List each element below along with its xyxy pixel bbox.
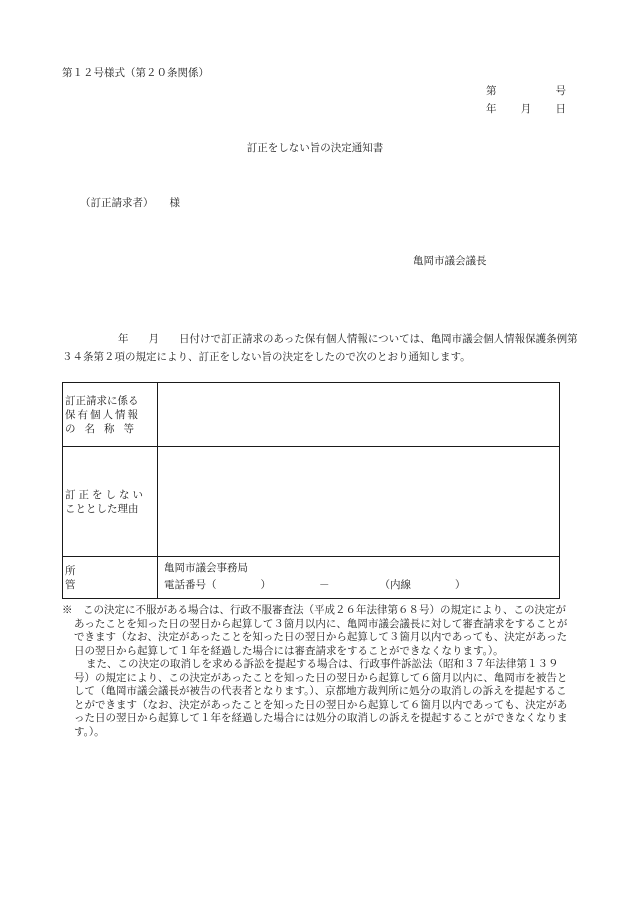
date-day: 日	[555, 103, 566, 115]
tel-dash: －	[319, 579, 330, 592]
table-row	[63, 383, 560, 447]
label-line: 所管	[65, 564, 130, 591]
reason-label	[63, 447, 158, 557]
extension-close: ）	[455, 579, 466, 592]
label-line: こととした理由	[65, 502, 139, 515]
date-month: 月	[520, 103, 532, 115]
note-paragraph-1	[62, 604, 572, 658]
reason-value	[158, 447, 560, 557]
personal-info-name-label	[63, 383, 158, 447]
label-line: 訂正をしない	[65, 488, 146, 501]
information-table	[62, 382, 560, 599]
number-suffix: 号	[555, 85, 566, 97]
note-text-2: また、この決定の取消しを求める訴訟を提起する場合は、行政事件訴訟法（昭和３７年法律第１３９号）の規定により、この決定があったことを知った日の翌日から起算して６箇月以内に、亀岡市を被告として（亀岡市議会議長が被告の代表者となります。）、京都地方裁判所に処分の取消しの訴えを提起することができます（なお、決定があったことを知った日の翌日から起算して６箇月以内であっても、決定があった日の翌日から起算して１年を経過した場合には処分の取消しの訴えを提起することができなくなります。）。	[74, 658, 568, 738]
issuer: 亀岡市議会議長	[413, 255, 487, 267]
body-month: 月	[148, 333, 159, 345]
table-row	[63, 447, 560, 557]
body-year: 年	[118, 333, 129, 345]
addressee-honorific: 様	[169, 197, 180, 209]
jurisdiction-label	[63, 557, 158, 599]
body-text: 日付けで訂正請求のあった保有個人情報については、亀岡市議会個人情報保護条例第３４条第２項の規定により、訂正をしない旨の決定をしたので次のとおり通知します。	[62, 333, 578, 363]
notes	[62, 604, 572, 739]
document-date-line	[486, 102, 566, 116]
document-number-line	[486, 84, 566, 98]
personal-info-name-value	[158, 383, 560, 447]
number-prefix: 第	[486, 85, 497, 97]
form-number: 第１２号様式（第２０条関係）	[62, 67, 209, 79]
telephone-line	[164, 578, 553, 592]
table-row	[63, 557, 560, 599]
label-line: の名称等	[65, 422, 143, 435]
addressee	[80, 196, 180, 210]
page-title: 訂正をしない旨の決定通知書	[246, 142, 384, 154]
office-name: 亀岡市議会事務局	[164, 562, 248, 574]
jurisdiction-value	[158, 557, 560, 599]
note-mark: ※	[62, 604, 73, 616]
tel-label: 電話番号（	[164, 579, 217, 592]
addressee-label: （訂正請求者）	[80, 197, 154, 209]
extension-open: （内線	[379, 579, 411, 592]
note-paragraph-2	[62, 658, 572, 739]
note-text-1: この決定に不服がある場合は、行政不服審査法（平成２６年法律第６８号）の規定により、この決定があったことを知った日の翌日から起算して３箇月以内に、亀岡市議会議長に対して審査請求をすることができます（なお、決定があったことを知った日の翌日から起算して３箇月以内であっても、決定があった日の翌日から起算して１年を経過した場合には審査請求をすることができなくなります。）。	[74, 604, 568, 657]
date-year: 年	[486, 103, 497, 115]
label-line: 保有個人情報	[65, 408, 140, 421]
tel-close: ）	[260, 579, 271, 592]
notice-body	[62, 330, 580, 366]
label-line: 訂正請求に係る	[65, 394, 139, 407]
